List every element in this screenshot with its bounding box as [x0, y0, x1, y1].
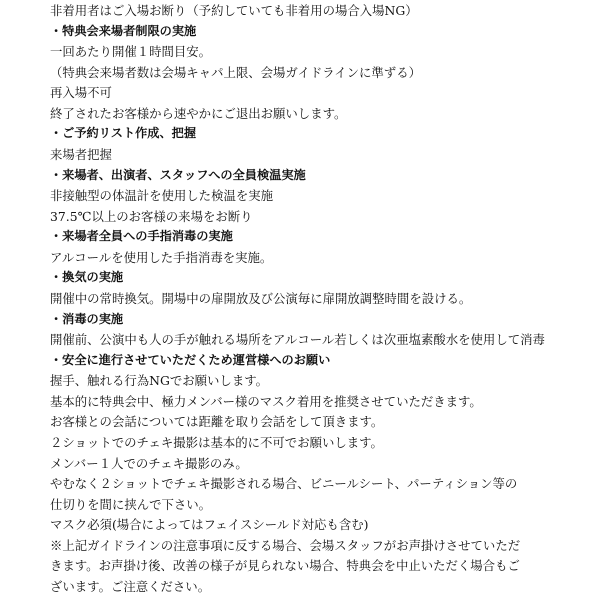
body-text-line: 開催前、公演中も人の手が触れる場所をアルコール若しくは次亜塩素酸水を使用して消毒 — [50, 332, 545, 348]
section-heading: ・来場者全員への手指消毒の実施 — [50, 229, 233, 244]
section-heading: ・消毒の実施 — [50, 311, 124, 326]
section-heading: ・特典会来場者制限の実施 — [50, 23, 197, 38]
body-text-line: 終了されたお客様から速やかにご退出お願いします。 — [50, 105, 347, 121]
body-text-line: アルコールを使用した手指消毒を実施。 — [50, 249, 273, 265]
section-heading: ・来場者、出演者、スタッフへの全員検温実施 — [50, 167, 306, 182]
body-text-line: ざいます。ご注意ください。 — [50, 579, 211, 594]
section-heading: ・換気の実施 — [50, 270, 124, 285]
body-text-line: 開催中の常時換気。開場中の扉開放及び公演毎に扉開放調整時間を設ける。 — [50, 291, 472, 306]
body-text-line: ２ショットでのチェキ撮影は基本的に不可でお願いします。 — [50, 435, 383, 450]
body-text-line: （特典会来場者数は会場キャパ上限、会場ガイドラインに準ずる） — [50, 64, 421, 80]
body-text-line: 基本的に特典会中、極力メンバー様のマスク着用を推奨させていただきます。 — [50, 393, 482, 409]
body-text-line: メンバー１人でのチェキ撮影のみ。 — [50, 455, 248, 471]
body-text-line: 非接触型の体温計を使用した検温を実施 — [50, 188, 274, 204]
body-text-line: きます。お声掛け後、改善の様子が見られない場合、特典会を中止いただく場合もご — [50, 558, 520, 574]
body-text-line: 再入場不可 — [50, 85, 112, 101]
body-text-line: お客様との会話については距離を取り会話をして頂きます。 — [50, 414, 384, 430]
body-text-line: やむなく２ショットでチェキ撮影される場合、ビニールシート、パーティション等の — [50, 476, 518, 492]
body-text-line: 来場者把握 — [50, 147, 112, 162]
section-heading: ・安全に進行させていただくため運営様へのお願い — [50, 352, 331, 367]
body-text-line: 非着用者はご入場お断り（予約していても非着用の場合入場NG） — [50, 3, 418, 18]
body-text-line: 37.5℃以上のお客様の来場をお断り — [50, 208, 253, 224]
body-text-line: ※上記ガイドラインの注意事項に反する場合、会場スタッフがお声掛けさせていただ — [50, 537, 521, 553]
body-text-line: マスク必須(場合によってはフェイスシールド対応も含む) — [50, 517, 369, 533]
body-text-line: 握手、触れる行為NGでお願いします。 — [50, 373, 268, 389]
section-heading: ・ご予約リスト作成、把握 — [50, 126, 197, 141]
body-text-line: 一回あたり開催１時間目安。 — [50, 44, 212, 60]
body-text-line: 仕切りを間に挟んで下さい。 — [50, 496, 212, 512]
